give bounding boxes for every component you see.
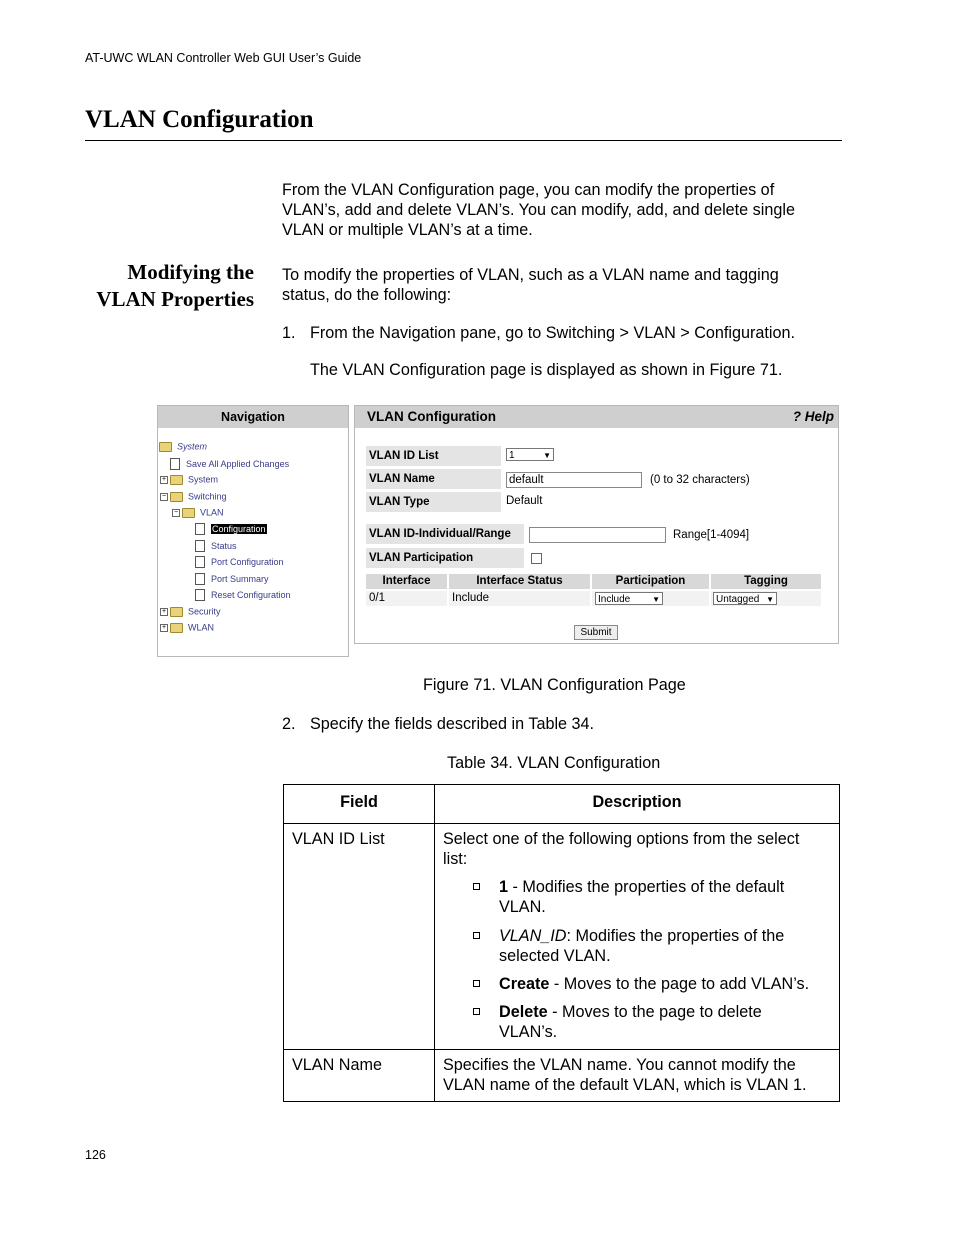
chevron-down-icon: ▼	[766, 595, 774, 604]
collapse-icon[interactable]: −	[161, 492, 167, 500]
row1-field: VLAN ID List	[292, 830, 385, 848]
heading-rule	[85, 140, 842, 141]
col-interface-status: Interface Status	[449, 574, 590, 589]
column-divider	[434, 785, 435, 1101]
tree-vlan[interactable]: − VLAN	[173, 507, 224, 518]
tree-wlan[interactable]: + WLAN	[161, 622, 215, 633]
page-icon	[195, 589, 205, 601]
option-create: Create - Moves to the page to add VLAN’s.	[499, 975, 810, 993]
folder-icon	[170, 623, 183, 633]
navigation-pane	[157, 405, 349, 657]
tree-status[interactable]: Status	[195, 540, 237, 552]
vlan-participation-label: VLAN Participation	[366, 548, 524, 568]
vlan-range-hint: Range[1-4094]	[673, 529, 750, 541]
navigation-title: Navigation	[158, 406, 348, 428]
submit-button[interactable]: Submit	[574, 625, 618, 640]
col-tagging: Tagging	[711, 574, 821, 589]
chevron-down-icon: ▼	[543, 451, 551, 460]
page-icon	[195, 523, 205, 535]
tree-save-all[interactable]: Save All Applied Changes	[170, 458, 289, 470]
page-icon	[170, 458, 180, 470]
vlan-name-input[interactable]: default	[506, 472, 642, 488]
option-delete: Delete - Moves to the page to delete VLAN’s.	[499, 1003, 762, 1041]
tagging-select[interactable]: Untagged ▼	[713, 592, 777, 605]
header-rule	[284, 823, 839, 824]
tree-security[interactable]: + Security	[161, 606, 221, 617]
vlan-type-value: Default	[506, 495, 543, 507]
col-participation: Participation	[592, 574, 709, 589]
row2-description: Specifies the VLAN name. You cannot modify the VLAN name of the default VLAN, which is VLAN 1.	[443, 1056, 807, 1094]
checkbox-bullet-icon	[473, 1008, 480, 1015]
checkbox-bullet-icon	[473, 980, 480, 987]
vlan-id-list-label: VLAN ID List	[366, 446, 501, 466]
table-caption: Table 34. VLAN Configuration	[447, 754, 661, 772]
expand-icon[interactable]: +	[161, 623, 167, 631]
row1-description: Select one of the following options from the select list:	[443, 830, 800, 868]
checkbox-bullet-icon	[473, 932, 480, 939]
vlan-range-label: VLAN ID-Individual/Range	[366, 524, 524, 544]
tree-reset-configuration[interactable]: Reset Configuration	[195, 589, 291, 601]
intro-paragraph: From the VLAN Configuration page, you can modify the properties of VLAN’s, add and delete VLAN’s. You can modify, add, and delete single VLAN or multiple VLAN’s at a time.	[282, 181, 795, 239]
tree-configuration[interactable]: Configuration	[195, 523, 267, 535]
participation-select[interactable]: Include ▼	[595, 592, 663, 605]
section-heading: VLAN Configuration	[85, 106, 314, 133]
figure-caption: Figure 71. VLAN Configuration Page	[423, 676, 686, 694]
modify-paragraph: To modify the properties of VLAN, such as a VLAN name and tagging status, do the following:	[282, 266, 779, 304]
page-icon	[195, 556, 205, 568]
vlan-type-label: VLAN Type	[366, 492, 501, 512]
folder-icon	[170, 492, 183, 502]
folder-icon	[159, 442, 172, 452]
step-1-result: The VLAN Configuration page is displayed as shown in Figure 71.	[310, 361, 783, 379]
tree-system[interactable]: + System	[161, 474, 219, 485]
page-icon	[195, 540, 205, 552]
vlan-name-hint: (0 to 32 characters)	[650, 474, 750, 486]
folder-icon	[170, 475, 183, 485]
expand-icon[interactable]: +	[161, 475, 167, 483]
step-2-number: 2.	[282, 715, 296, 733]
row2-field: VLAN Name	[292, 1056, 382, 1074]
step-1-text: From the Navigation pane, go to Switching > VLAN > Configuration.	[310, 324, 796, 342]
vlan-id-list-select[interactable]: 1 ▼	[506, 448, 554, 461]
row-interface: 0/1	[366, 591, 447, 606]
collapse-icon[interactable]: −	[173, 508, 179, 516]
tree-port-summary[interactable]: Port Summary	[195, 573, 269, 585]
tree-switching[interactable]: − Switching	[161, 491, 227, 502]
help-link[interactable]: ? Help	[792, 409, 834, 424]
vlan-configuration-panel	[354, 405, 839, 644]
vlan-participation-checkbox[interactable]	[531, 553, 542, 564]
checkbox-bullet-icon	[473, 883, 480, 890]
tree-root-system[interactable]: System	[159, 441, 207, 452]
header-field: Field	[340, 793, 378, 811]
row-interface-status: Include	[449, 591, 590, 606]
running-head: AT-UWC WLAN Controller Web GUI User’s Guide	[85, 51, 362, 65]
row-rule	[284, 1049, 839, 1050]
col-interface: Interface	[366, 574, 447, 589]
folder-icon	[182, 508, 195, 518]
panel-title: VLAN Configuration	[367, 409, 496, 424]
chevron-down-icon: ▼	[652, 595, 660, 604]
vlan-name-label: VLAN Name	[366, 469, 501, 489]
page-number: 126	[85, 1148, 106, 1162]
side-heading: Modifying the VLAN Properties	[96, 260, 254, 311]
option-1: 1 - Modifies the properties of the default VLAN.	[499, 878, 785, 916]
step-2-text: Specify the fields described in Table 34.	[310, 715, 595, 733]
tree-port-configuration[interactable]: Port Configuration	[195, 556, 284, 568]
vlan-range-input[interactable]	[529, 527, 666, 543]
step-1-number: 1.	[282, 324, 296, 342]
folder-icon	[170, 607, 183, 617]
page-icon	[195, 573, 205, 585]
panel-header	[355, 406, 838, 428]
vlan-configuration-table	[283, 784, 840, 1102]
option-vlan-id: VLAN_ID: Modifies the properties of the selected VLAN.	[499, 927, 785, 965]
header-description: Description	[592, 793, 682, 811]
expand-icon[interactable]: +	[161, 607, 167, 615]
